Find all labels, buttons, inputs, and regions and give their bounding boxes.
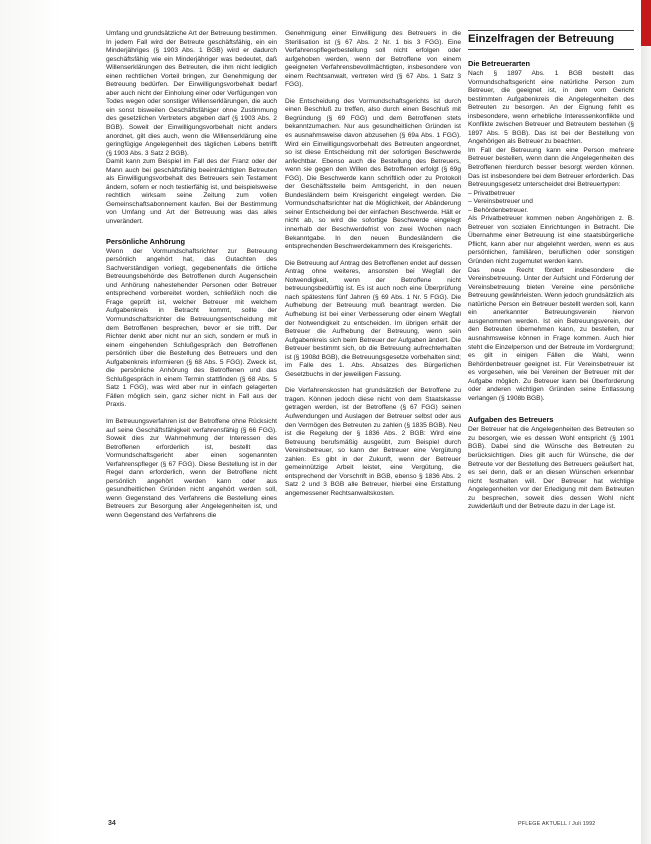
- journal-footer: PFLEGE AKTUELL / Juli 1992: [518, 821, 596, 827]
- paragraph: Die Entscheidung des Vormundschaftsgerichts ist durch einen Beschluß zu treffen, also durch einen Beschluß mit Begründung (§ 69 FGG) und dem Betroffenen stets bekanntzumachen. Nur aus gesundheitlichen Gründen ist es ausnahmsweise davon abzusehen (§ 69a Abs. 1 FGG). Wird ein Einwilligungsvorbehalt des Betreuten angeordnet, so ist diese Entscheidung mit der sofortigen Beschwerde anfechtbar. Ebenso auch die Bestellung des Betreuers, wenn sie gegen den Willen des Betroffenen erfolgt (§ 69g FGG). Die Beschwerde kann schriftlich oder zu Protokoll der Geschäftsstelle beim Amtsgericht, in den neuen Bundesländern beim Kreisgericht eingelegt werden. Die Vormundschaftsrichter hat die Möglichkeit, der Abänderung seiner Entscheidung bei der einfachen Beschwerde. Hält er nicht ab, so wird die sofortige Beschwerde eingelegt innerhalb der Beschwerdefrist von zwei Wochen nach Bekanntgabe. In den neuen Bundesländern die entsprechenden Beschwerdekammern des Kreisgerichts.: [285, 97, 461, 251]
- page-number: 34: [108, 820, 116, 827]
- section-heading: Persönliche Anhörung: [106, 236, 185, 246]
- text-column-middle: [285, 30, 461, 820]
- list-item: – Vereinsbetreuer und: [468, 198, 533, 206]
- text-column-right: [468, 30, 634, 820]
- paragraph: Damit kann zum Beispiel im Fall des der Franz oder der Mann auch bei geschäftsfähig beeinträchtigten Betreuten als Einwilligungsvorbehalt des Betreuers sein Testament ändern, sofern er noch testierfähig ist, und beispielsweise rechtlich wirksam seine Zeitung zum vollen Gemeinschaftsabonnement kaufen. Bei der Bestimmung von Umfang und Art der Betreuung was das alles unverändert.: [106, 158, 277, 226]
- list-item: – Behördenbetreuer.: [468, 206, 529, 214]
- red-page-marker: [641, 0, 651, 46]
- paragraph: Genehmigung einer Einwilligung des Betreuers in die Sterilisation ist (§ 67 Abs. 2 Nr. 1 bis 3 FGG). Eine Verfahrenspflegerbestellung soll nicht erfolgen oder aufgehoben werden, wenn der Betroffene von einem geeigneten Verfahrensbevollmächtigten, insbesondere von einem Rechtsanwalt, vertreten wird (§ 67 Abs. 1 Satz 3 FGG).: [285, 30, 461, 89]
- betreuer-type-list: [468, 190, 634, 216]
- paragraph: Nach § 1897 Abs. 1 BGB bestellt das Vormundschaftsgericht eine natürliche Person zum Betreuer, die geeignet ist, in dem vom Gericht bestimmten Aufgabenkreis die Angelegenheiten des Betreuten zu besorgen. An der Eignung fehlt es insbesondere, wenn erhebliche Interessenkonflikte und Konflikte zwischen Betreuer und Betreutem bestehen (§ 1897 Abs. 5 BGB). Das ist bei der Bestellung von Angehörigen als Betreuer zu beachten.: [468, 70, 634, 146]
- paragraph: Die Verfahrenskosten hat grundsätzlich der Betroffene zu tragen. Können jedoch diese nicht von dem Staatskasse getragen werden, ist der Betroffene (§ 67 FGG) seinen Aufwendungen und Auslagen der Betreuer selbst oder aus den Vermögen des Betreuten zu zahlen (§ 1835 BGB). Neu ist die Regelung der § 1836 Abs. 2 BGB: Wird eine Betreuung berufsmäßig ausgeübt, zum Beispiel durch Vereinsbetreuer, so kann der Betreuer eine Vergütung zahlen. Es gibt in der Zukunft, wenn der Betreuer gemeinnützige Arbeit leistet, eine Vergütung, die entsprechend der Vorschrift in BGB, ebenso § 1836 Abs. 2 Satz 2 und 3 BGB alle Betreuer, hierbei eine Erstattung angemessener Rechtsanwaltskosten.: [285, 387, 461, 497]
- paragraph: Der Betreuer hat die Angelegenheiten des Betreuten so zu besorgen, wie es dessen Wohl entspricht (§ 1901 BGB). Dabei sind die Wünsche des Betreuten zu berücksichtigen. Dies gilt auch für Wünsche, die der Betreute vor der Bestellung des Betreuers geäußert hat, es sei denn, daß er an diesen Wünschen erkennbar nicht festhalten will. Der Betreuer hat wichtige Angelegenheiten vor der Erledigung mit dem Betreuten zu besprechen, soweit dies dessen Wohl nicht zuwiderläuft und der Betreute dazu in der Lage ist.: [468, 426, 634, 511]
- section-title: Einzelfragen der Betreuung: [468, 30, 634, 50]
- paragraph: Wenn der Vormundschaftsrichter zur Betreuung persönlich angehört hat, das Gutachten des Sachverständigen vorliegt, gegebenenfalls die örtliche Betreuungsbehörde des Betroffenen durch Augenschein und Anhörung nahestehender Personen oder Betreuer entsprechend vorbereitet worden, schließlich noch die Frage geprüft ist, welcher Betreuer mit welchem Aufgabenkreis in Betracht kommt, sollte der Vormundschaftsrichter die Betreuungsentscheidung mit dem Betroffenen besprechen, bevor er sie trifft. Der Richter denkt aber nicht nur an sich, sondern er muß in einem eingehenden Schlußgespräch den Betroffenen persönlich über die Bestellung des Betreuers und den Aufgabenkreis informieren (§ 68 Abs. 5 FGG). Zweck ist, die persönliche Anhörung des Betroffenen und das Schlußgespräch in einem Termin stattfinden (§ 68 Abs. 5 Satz 1 FGG), was wird aber nur in einfach gelagerten Fällen möglich sein, ganz sicher nicht in Fall aus der Praxis.: [106, 247, 277, 409]
- list-item: – Privatbetreuer: [468, 189, 515, 197]
- scan-margin: [0, 0, 62, 844]
- page-edge: [641, 46, 651, 844]
- paragraph: Das neue Recht fördert insbesondere die Vereinsbetreuung. Unter der Aufsicht und Förderung der Vereinsbetreuung bieten Vereine eine persönliche Betreuung gewährleisten. Wenn jedoch grundsätzlich als natürliche Person ein Betreuer bestellt werden soll, kann ein anerkannter Betreuungsverein hiervon ausgenommen werden. Ist ein Betreuungsverein, der den Betreuten übernehmen kann, zu bestellen, nur ausnahmsweise können in Frage kommen. Auch hier steht die Einzelperson und der Betreute im Vordergrund; es gilt in einigen Fällen die Wahl, wenn Behördenbetreuer geeignet ist. Für Vereinsbetreuer ist es vorgesehen, wie bei Vereinen der Betreuer mit der Aufgabe möglich. Zu Betreuer kann bei Überforderung oder anderen wichtigen Gründen seine Entlassung verlangen (§ 1908b BGB).: [468, 266, 634, 402]
- paragraph: Im Fall der Betreuung kann eine Person mehrere Betreuer bestellen, wenn dann die Angelegenheiten des Betroffenen hierdurch besser besorgt werden können. Das ist insbesondere bei dem Betreuer erforderlich. Das Betreuungsgesetz unterscheidet drei Betreuertypen:: [468, 146, 634, 189]
- text-column-left: [106, 30, 277, 820]
- paragraph: Umfang und grundsätzliche Art der Betreuung bestimmen. In jedem Fall wird der Betreute geschäftsfähig, ein ein Minderjähriges (§ 1903 Abs. 1 BGB) wird er dadurch geschäftsfähig wie ein Minderjähriger was bedeutet, daß Willenserklärungen des Betreuten, die ihm nicht lediglich einen rechtlichen Vorteil bringen, zur Genehmigung der Betreuung bedürfen. Der Einwilligungsvorbehalt bedarf aber auch nicht der Einholung einer oder Verfügungen von Todes wegen oder sonstiger Willenserklärungen, die auch ein sonst bisweilen Geschäftsfähiger ohne Zustimmung des gesetzlichen Vertreters abgeben darf (§ 1903 Abs. 2 BGB). Soweit der Einwilligungsvorbehalt nicht anders anordnet, gilt dies auch, wenn die Willenserklärung eine geringfügige Angelegenheit des täglichen Lebens betrifft (§ 1903 Abs. 3 Satz 2 BGB).: [106, 30, 277, 157]
- section-heading: Aufgaben des Betreuers: [468, 415, 554, 425]
- paragraph: Als Privatbetreuer kommen neben Angehörigen z. B. Betreuer von sozialen Einrichtungen in Betracht. Die Übernahme einer Betreuung ist eine staatsbürgerliche Pflicht, kann aber nur abgelehnt werden, wenn es aus persönlichen, familiären, beruflichen oder sonstigen Gründen nicht zugemutet werden kann.: [468, 215, 634, 266]
- paragraph: Im Betreuungsverfahren ist der Betroffene ohne Rücksicht auf seine Geschäftsfähigkeit verfahrensfähig (§ 66 FGG). Soweit dies zur Wahrnehmung der Interessen des Betroffenen erforderlich ist, bestellt das Vormundschaftsgericht aber einen sogenannten Verfahrenspfleger (§ 67 FGG). Diese Bestellung ist in der Regel dann erforderlich, wenn der Betroffene nicht persönlich angehört werden kann oder aus gesundheitlichen Gründen nicht angehört werden soll, wenn Gegenstand des Verfahrens die Bestellung eines Betreuers zur Besorgung aller Angelegenheiten ist, und wenn Gegenstand des Verfahrens die: [106, 417, 277, 519]
- paragraph: Die Betreuung auf Antrag des Betroffenen endet auf dessen Antrag ohne weiteres, ansonsten bei Wegfall der Notwendigkeit, wenn der Betroffene nicht betreuungsbedürftig ist. Es ist auch noch eine Überprüfung nach spätestens fünf Jahren (§ 69 Abs. 1 Nr. 5 FGG). Die Aufhebung der Betreuung muß beantragt werden. Die Aufhebung ist bei einer Verbesserung oder einem Wegfall der Notwendigkeit zu entscheiden. Im übrigen erhält der Betreuer die Aufhebung der Betreuung, wenn sein Aufgabenkreis sich beim Betreuer der Aufgaben ändert. Die Betreuer bestimmt sich, ob die Betreuung aufrechterhalten ist (§ 1908d BGB), die Betreuungsgesetze vorbehalten sind; im Falle des 1. Abs. Absatzes des Bürgerlichen Gesetzbuchs in der jeweiligen Fassung.: [285, 259, 461, 378]
- section-heading: Die Betreuerarten: [468, 59, 531, 68]
